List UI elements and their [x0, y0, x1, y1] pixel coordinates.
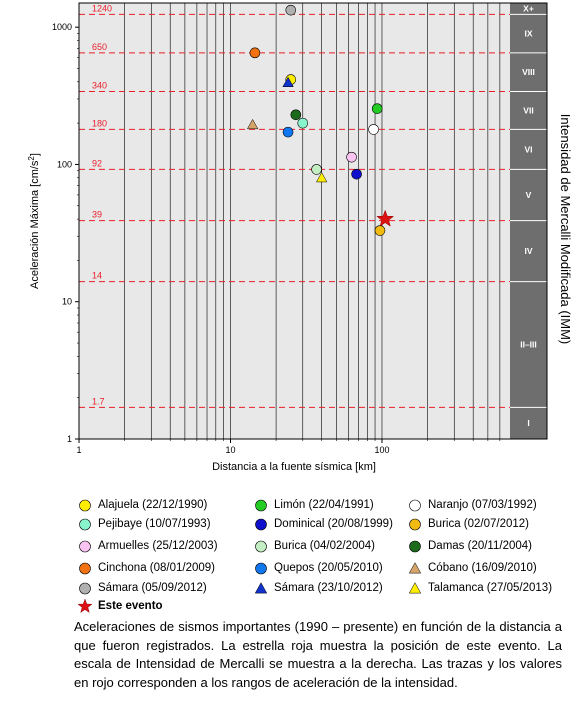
legend-item	[78, 560, 215, 576]
legend-marker-shape	[256, 519, 267, 530]
legend-marker-shape	[80, 500, 91, 511]
legend-label: Sámara (05/09/2012)	[98, 582, 207, 594]
legend-item	[408, 560, 537, 576]
legend-marker	[78, 581, 92, 595]
legend-label: Limón (22/04/1991)	[274, 499, 374, 511]
y-tick-label: 1	[66, 434, 72, 444]
legend-marker-shape	[78, 599, 92, 612]
right-axis-label: Intensidad de Mercalli Modificada (IMM)	[558, 113, 573, 345]
threshold-label: 39	[92, 209, 103, 220]
legend-label: Este evento	[98, 600, 163, 612]
data-point	[347, 152, 357, 162]
legend-marker	[408, 539, 422, 553]
mercalli-band-label: VIII	[522, 67, 535, 78]
legend-marker	[78, 517, 92, 531]
threshold-label: 180	[92, 118, 108, 129]
legend-label: Burica (04/02/2004)	[274, 540, 376, 552]
x-axis-label: Distancia a la fuente sísmica [km]	[212, 461, 376, 473]
mercalli-band-label: IV	[524, 246, 533, 257]
y-tick-label: 100	[56, 159, 72, 170]
x-tick-label: 100	[374, 445, 390, 455]
legend-marker	[254, 517, 268, 531]
figure-caption: Aceleraciones de sismos importantes (1990 – presente) en función de la distancia a que fueron registrados. La estrella roja muestra la posición de este evento. La escala de Intensidad de Mercalli se muestra a la derecha. Las trazas y los valores en rojo corresponden a los rangos de aceleración de la intensidad.	[74, 619, 562, 690]
legend-label: Pejibaye (10/07/1993)	[98, 518, 211, 530]
legend-marker-shape	[409, 563, 421, 573]
legend-label: Damas (20/11/2004)	[428, 540, 532, 552]
legend-item	[78, 598, 163, 614]
mercalli-band-label: II–III	[520, 339, 537, 350]
legend-item	[254, 538, 375, 554]
legend-item	[254, 497, 374, 513]
threshold-label: 14	[92, 270, 103, 281]
legend-item	[254, 580, 383, 596]
x-tick-label: 1	[76, 445, 82, 455]
legend-marker	[78, 561, 92, 575]
legend-label: Quepos (20/05/2010)	[274, 562, 383, 574]
x-tick-label: 10	[225, 445, 236, 455]
data-point	[312, 164, 322, 174]
legend-marker	[254, 561, 268, 575]
legend-item	[78, 497, 207, 513]
legend-marker-shape	[256, 500, 267, 511]
threshold-label: 1.7	[92, 396, 105, 407]
legend-marker-shape	[410, 500, 421, 511]
legend-label: Armuelles (25/12/2003)	[98, 540, 218, 552]
data-point	[298, 118, 308, 128]
y-axis-label: Aceleración Máxima $[cm/s^2]$	[27, 153, 41, 289]
legend-item	[78, 516, 211, 532]
legend-label: Alajuela (22/12/1990)	[98, 499, 208, 511]
legend-marker-shape	[410, 519, 421, 530]
legend-marker-shape	[80, 541, 91, 552]
legend-label: Naranjo (07/03/1992)	[428, 499, 537, 511]
data-point	[352, 169, 362, 179]
y-tick-label: 10	[61, 296, 72, 307]
legend-marker	[78, 599, 92, 613]
legend-marker	[254, 581, 268, 595]
threshold-label: 650	[92, 41, 108, 52]
data-point	[369, 124, 379, 134]
threshold-label: 340	[92, 80, 108, 91]
legend-item	[408, 580, 552, 596]
legend-marker-shape	[80, 563, 91, 574]
legend-label: Cinchona (08/01/2009)	[98, 562, 215, 574]
legend-marker-shape	[410, 541, 421, 552]
legend-marker-shape	[80, 583, 91, 594]
y-tick-label: 1000	[51, 22, 72, 33]
legend-marker	[408, 581, 422, 595]
legend-marker-shape	[256, 563, 267, 574]
legend-marker-shape	[255, 583, 267, 593]
legend-marker	[254, 539, 268, 553]
legend-marker-shape	[256, 541, 267, 552]
mercalli-band-label: X+	[523, 3, 534, 14]
mercalli-band-label: V	[525, 190, 532, 201]
legend-item	[78, 538, 218, 554]
legend-marker-shape	[409, 583, 421, 593]
legend-marker	[254, 498, 268, 512]
legend-label: Cóbano (16/09/2010)	[428, 562, 537, 574]
mercalli-band-label: VI	[524, 144, 533, 155]
legend-item	[78, 580, 207, 596]
legend-label: Talamanca (27/05/2013)	[428, 582, 553, 594]
legend	[78, 497, 578, 615]
data-point	[291, 110, 301, 120]
mercalli-band-label: IX	[524, 28, 533, 39]
legend-label: Sámara (23/10/2012)	[274, 582, 383, 594]
mercalli-band-label: VII	[523, 105, 534, 116]
data-point	[283, 127, 293, 137]
threshold-label: 1240	[92, 3, 113, 14]
legend-marker	[408, 517, 422, 531]
legend-item	[408, 538, 532, 554]
data-point	[375, 226, 385, 236]
legend-label: Dominical (20/08/1999)	[274, 518, 393, 530]
legend-marker	[408, 561, 422, 575]
legend-marker	[408, 498, 422, 512]
legend-item	[408, 516, 529, 532]
legend-item	[254, 560, 383, 576]
data-point	[286, 5, 296, 15]
legend-item	[254, 516, 393, 532]
legend-marker	[78, 498, 92, 512]
mercalli-band-label: I	[527, 418, 530, 429]
legend-marker	[78, 539, 92, 553]
data-point	[250, 48, 260, 58]
threshold-label: 92	[92, 158, 103, 169]
data-point	[372, 104, 382, 114]
legend-item	[408, 497, 537, 513]
legend-marker-shape	[80, 519, 91, 530]
legend-label: Burica (02/07/2012)	[428, 518, 530, 530]
